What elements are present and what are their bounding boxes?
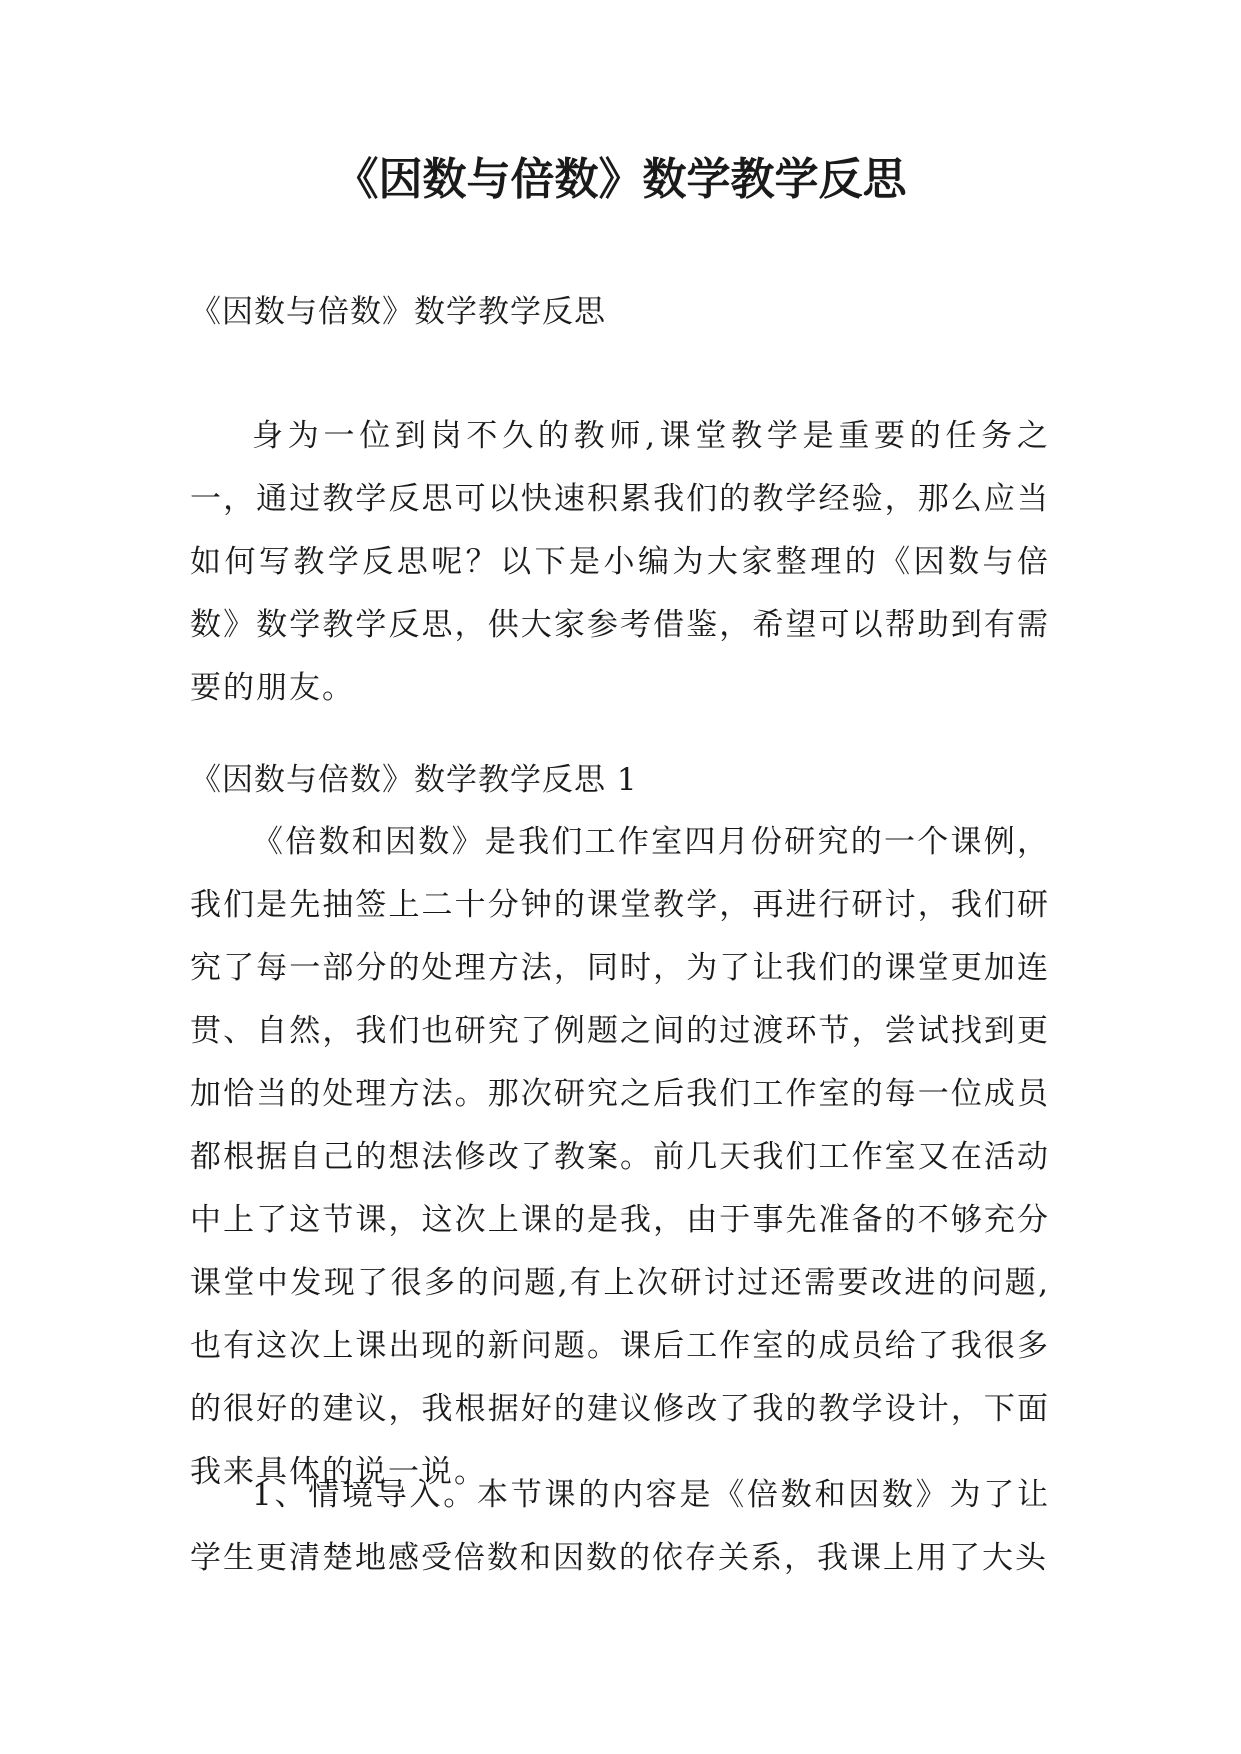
intro-section [190,405,1050,720]
section-body [190,811,1050,1504]
section-heading: 《因数与倍数》数学教学反思 1 [190,762,638,798]
section-body-continued [190,1464,1050,1590]
intro-paragraph: 身为一位到岗不久的教师,课堂教学是重要的任务之一，通过教学反思可以快速积累我们的教学经验，那么应当如何写教学反思呢？以下是小编为大家整理的《因数与倍数》数学教学反思，供大家参考借鉴，希望可以帮助到有需要的朋友。 [190,418,1050,706]
body-paragraph: 1、情境导入。本节课的内容是《倍数和因数》为了让学生更清楚地感受倍数和因数的依存关系，我课上用了大头 [190,1477,1050,1576]
document-title: 《因数与倍数》数学教学反思 [334,154,907,205]
document-subtitle: 《因数与倍数》数学教学反思 [190,294,606,330]
body-paragraph: 《倍数和因数》是我们工作室四月份研究的一个课例，我们是先抽签上二十分钟的课堂教学，再进行研讨，我们研究了每一部分的处理方法，同时，为了让我们的课堂更加连贯、自然，我们也研究了例题之间的过渡环节，尝试找到更加恰当的处理方法。那次研究之后我们工作室的每一位成员都根据自己的想法修改了教案。前几天我们工作室又在活动中上了这节课，这次上课的是我，由于事先准备的不够充分课堂中发现了很多的问题,有上次研讨过还需要改进的问题,也有这次上课出现的新问题。课后工作室的成员给了我很多的很好的建议，我根据好的建议修改了我的教学设计，下面我来具体的说一说。 [190,824,1050,1490]
